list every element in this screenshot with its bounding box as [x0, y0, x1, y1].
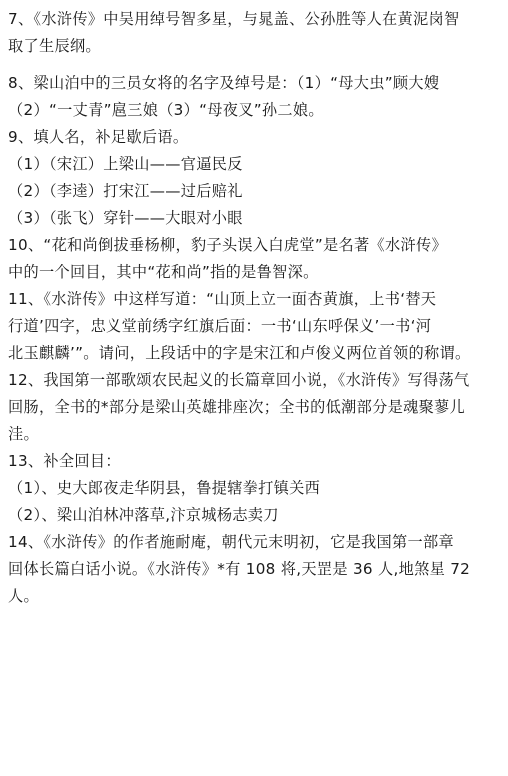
- text-line: 11、《水浒传》中这样写道：“山顶上立一面杏黄旗，上书‘替天: [8, 290, 437, 308]
- text-line: （3）（张飞）穿针——大眼对小眼: [8, 209, 243, 227]
- text-line: 13、补全回目：: [8, 452, 121, 470]
- text-line: （1）（宋江）上梁山——官逼民反: [8, 155, 243, 173]
- text-line: （2）（李逵）打宋江——过后赔礼: [8, 182, 243, 200]
- document-body: [8, 6, 504, 610]
- text-line: 8、梁山泊中的三员女将的名字及绰号是：（1）“母大虫”顾大嫂: [8, 74, 440, 92]
- text-line: 9、填人名，补足歇后语。: [8, 128, 189, 146]
- text-line: 取了生辰纲。: [8, 37, 101, 55]
- text-line: 中的一个回目，其中“花和尚”指的是鲁智深。: [8, 263, 319, 281]
- text-line: 回体长篇白话小说。《水浒传》*有 108 将,天罡是 36 人,地煞星 72: [8, 560, 471, 578]
- text-line: （1）、史大郎夜走华阴县，鲁提辖拳打镇关西: [8, 479, 321, 497]
- text-line: 行道’四字，忠义堂前绣字红旗后面：一书‘山东呼保义’一书‘河: [8, 317, 432, 335]
- text-line: 14、《水浒传》的作者施耐庵，朝代元末明初，它是我国第一部章: [8, 533, 454, 551]
- text-line: 7、《水浒传》中吴用绰号智多星，与晁盖、公孙胜等人在黄泥岗智: [8, 10, 460, 28]
- text-line: 北玉麒麟’”。请问，上段话中的字是宋江和卢俊义两位首领的称谓。: [8, 344, 471, 362]
- text-line: 回肠，全书的*部分是梁山英雄排座次；全书的低潮部分是魂聚蓼儿: [8, 398, 466, 416]
- text-line: （2）、梁山泊林冲落草,汴京城杨志卖刀: [8, 506, 279, 524]
- text-line: （2）“一丈青”扈三娘（3）“母夜叉”孙二娘。: [8, 101, 324, 119]
- text-line: 洼。: [8, 425, 39, 443]
- text-line: 10、“花和尚倒拔垂杨柳，豹子头误入白虎堂”是名著《水浒传》: [8, 236, 447, 254]
- text-line: 12、我国第一部歌颂农民起义的长篇章回小说，《水浒传》写得荡气: [8, 371, 470, 389]
- text-line: 人。: [8, 587, 39, 605]
- paragraph-gap: [8, 60, 504, 70]
